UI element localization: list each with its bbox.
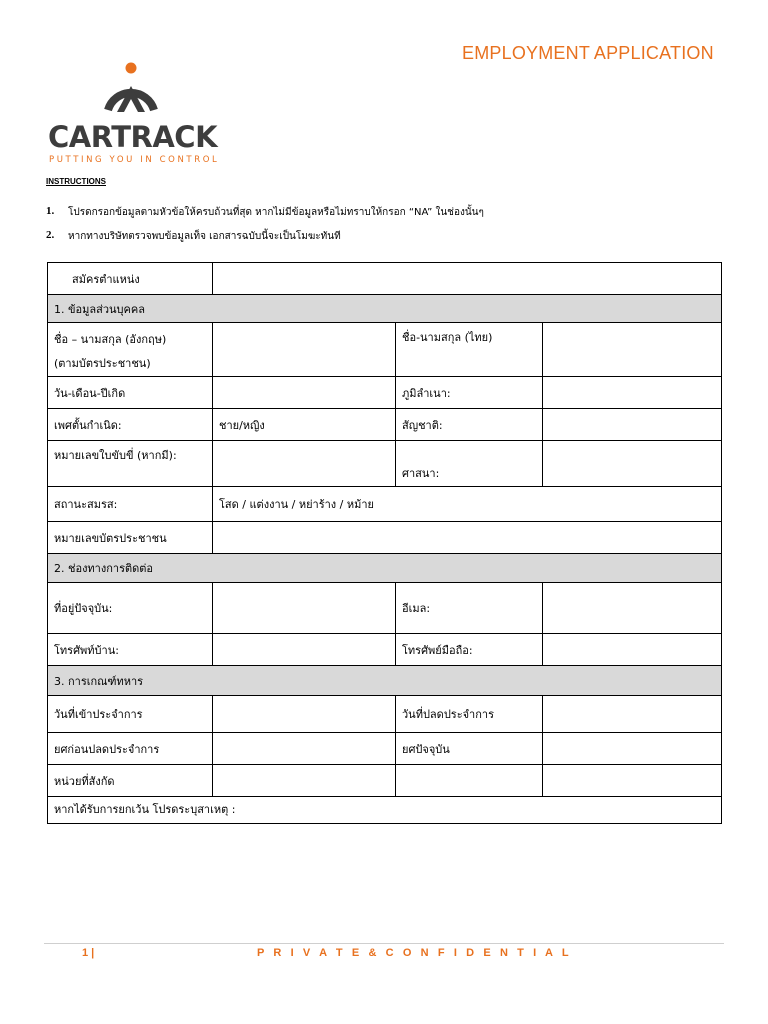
form-row — [48, 409, 722, 441]
unit-extra-field-2[interactable] — [543, 765, 722, 797]
birthplace-field[interactable] — [543, 377, 722, 409]
gender-field[interactable]: ชาย/หญิง — [213, 409, 396, 441]
rank-before-label: ยศก่อนปลดประจำการ — [48, 733, 213, 765]
mobile-label: โทรศัพย์มือถือ: — [396, 634, 543, 666]
logo-wordmark: CARTRACK — [48, 120, 218, 154]
home-phone-field[interactable] — [213, 634, 396, 666]
rank-before-field[interactable] — [213, 733, 396, 765]
section-header — [48, 295, 722, 323]
nationality-field[interactable] — [543, 409, 722, 441]
dob-label: วัน-เดือน-ปีเกิด — [48, 377, 213, 409]
marital-label: สถานะสมรส: — [48, 487, 213, 522]
unit-field[interactable] — [213, 765, 396, 797]
name-th-field[interactable] — [543, 323, 722, 377]
instruction-number: 2. — [46, 229, 55, 241]
section-military: 3. การเกณฑ์ทหาร — [48, 666, 722, 696]
form-row — [48, 522, 722, 554]
dob-field[interactable] — [213, 377, 396, 409]
footer-divider — [44, 943, 724, 944]
form-row — [48, 441, 722, 487]
home-phone-label: โทรศัพท์บ้าน: — [48, 634, 213, 666]
name-en-label — [48, 323, 213, 377]
cartrack-logo — [48, 60, 220, 168]
exemption-field[interactable]: หากได้รับการยกเว้น โปรดระบุสาเหตุ : — [48, 797, 722, 824]
name-en-label-line2: (ตามบัตรประชาชน) — [54, 357, 151, 370]
form-row — [48, 487, 722, 522]
address-label: ที่อยู่ปัจจุบัน: — [48, 583, 213, 634]
religion-label: ศาสนา: — [396, 441, 543, 487]
instruction-text: หากทางบริษัทตรวจพบข้อมูลเท็จ เอกสารฉบับนี้จะเป็นโมฆะทันที — [68, 231, 341, 242]
form-row — [48, 323, 722, 377]
license-label: หมายเลขใบขับขี่ (หากมี): — [48, 441, 213, 487]
address-field[interactable] — [213, 583, 396, 634]
form-row — [48, 765, 722, 797]
name-en-label-line1: ชื่อ – นามสกุล (อังกฤษ) — [54, 333, 167, 346]
license-field[interactable] — [213, 441, 396, 487]
form-row — [48, 377, 722, 409]
document-title: EMPLOYMENT APPLICATION — [462, 43, 714, 63]
name-en-field[interactable] — [213, 323, 396, 377]
section-contact: 2. ช่องทางการติดต่อ — [48, 554, 722, 583]
section-header — [48, 554, 722, 583]
rank-current-label: ยศปัจจุบัน — [396, 733, 543, 765]
instruction-item — [46, 229, 484, 253]
rank-current-field[interactable] — [543, 733, 722, 765]
unit-label: หน่วยที่สังกัด — [48, 765, 213, 797]
instructions-heading: INSTRUCTIONS — [46, 177, 106, 186]
form-row — [48, 696, 722, 733]
section-header — [48, 666, 722, 696]
position-label: สมัครตำแหน่ง — [48, 263, 213, 295]
marital-field[interactable]: โสด / แต่งงาน / หย่าร้าง / หม้าย — [213, 487, 722, 522]
enlist-date-label: วันที่เข้าประจำการ — [48, 696, 213, 733]
form-row — [48, 263, 722, 295]
mobile-field[interactable] — [543, 634, 722, 666]
form-row — [48, 634, 722, 666]
discharge-date-field[interactable] — [543, 696, 722, 733]
id-number-field[interactable] — [213, 522, 722, 554]
instruction-number: 1. — [46, 205, 55, 217]
name-th-label: ชื่อ-นามสกุล (ไทย) — [396, 323, 543, 377]
email-field[interactable] — [543, 583, 722, 634]
birthplace-label: ภูมิลำเนา: — [396, 377, 543, 409]
email-label: อีเมล: — [396, 583, 543, 634]
instruction-item — [46, 205, 484, 229]
form-row — [48, 583, 722, 634]
section-personal-info: 1. ข้อมูลส่วนบุคคล — [48, 295, 722, 323]
confidential-footer: P R I V A T E & C O N F I D E N T I A L — [257, 947, 572, 959]
logo-tagline: PUTTING YOU IN CONTROL — [49, 155, 220, 165]
discharge-date-label: วันที่ปลดประจำการ — [396, 696, 543, 733]
religion-field[interactable] — [543, 441, 722, 487]
id-number-label: หมายเลขบัตรประชาชน — [48, 522, 213, 554]
form-row — [48, 733, 722, 765]
gender-label: เพศตั้นกำเนิด: — [48, 409, 213, 441]
position-field[interactable] — [213, 263, 722, 295]
unit-extra-field-1[interactable] — [396, 765, 543, 797]
nationality-label: สัญชาติ: — [396, 409, 543, 441]
instruction-text: โปรดกรอกข้อมูลตามหัวข้อให้ครบถ้วนที่สุด หากไม่มีข้อมูลหรือไม่ทราบให้กรอก “NA” ในช่องนั้นๆ — [68, 207, 484, 218]
enlist-date-field[interactable] — [213, 696, 396, 733]
instructions-list — [46, 205, 484, 253]
page-number: 1 | — [82, 947, 95, 959]
form-row — [48, 797, 722, 824]
logo-mark-icon — [102, 60, 160, 118]
application-form-table — [47, 262, 722, 824]
